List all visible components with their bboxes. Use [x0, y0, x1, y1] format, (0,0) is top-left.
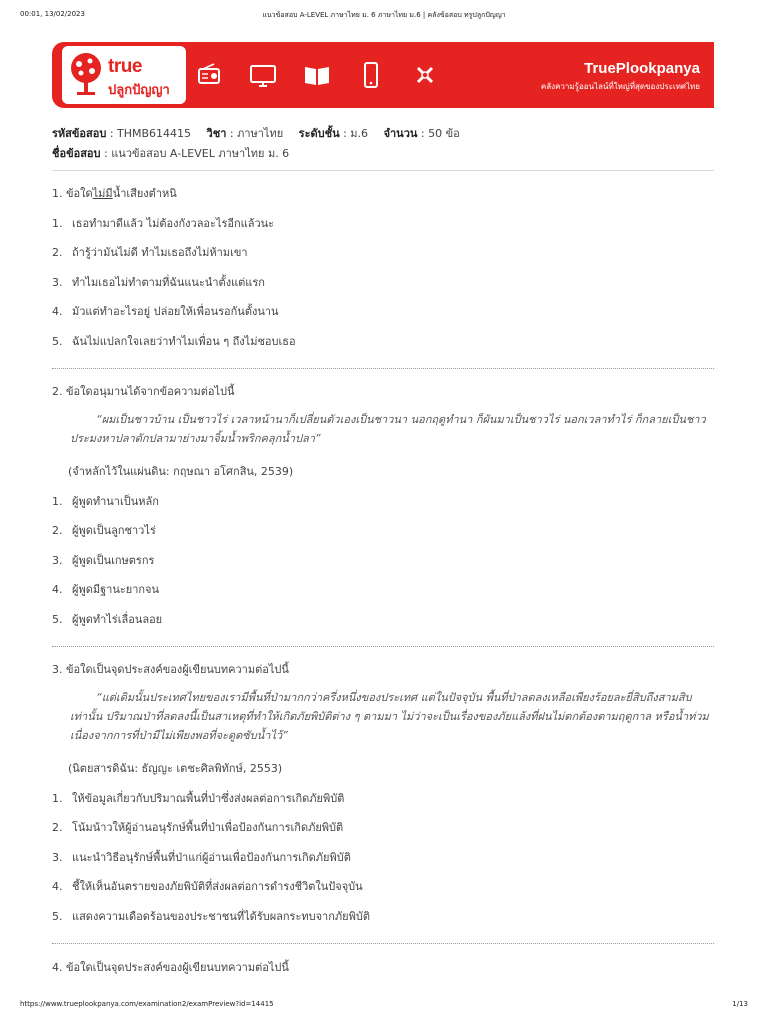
site-banner — [52, 42, 714, 108]
question-quote: “แต่เดิมนั้นประเทศไทยของเรามีพื้นที่ป่ามากกว่าครึ่งหนึ่งของประเทศ แต่ในปัจจุบัน พื้นที่ป่าลดลงเหลือเพียงร้อยละยี่สิบถึงสามสิบเท่านั้น ปริมาณป่าที่ลดลงนี้เป็นสาเหตุที่ทำให้เกิดภัยพิบัติต่าง ๆ ตามมา ไม่ว่าจะเป็นเรื่องของภัยแล้งที่ฝนไม่ตกต้องตามฤดูกาล หรือน้ำท่วมเนื่องจากการที่ป่ามีไม่เพียงพอที่จะดูดซับน้ำไว้” — [70, 691, 709, 742]
option-text: ผู้พูดทำนาเป็นหลัก — [72, 495, 159, 508]
answer-option[interactable] — [52, 214, 274, 232]
option-text: แสดงความเดือดร้อนของประชาชนที่ได้รับผลกระทบจากภัยพิบัติ — [72, 910, 370, 923]
print-header — [20, 10, 748, 24]
question-title-suffix: น้ำเสียงตำหนิ — [112, 187, 177, 200]
print-page-title: แนวข้อสอบ A-LEVEL ภาษาไทย ม. 6 ภาษาไทย ม.6 | คลังข้อสอบ ทรูปลูกปัญญา — [262, 11, 506, 19]
option-number: 1. — [52, 217, 63, 230]
book-icon[interactable] — [302, 60, 332, 90]
mobile-icon[interactable] — [356, 60, 386, 90]
answer-option[interactable] — [52, 521, 156, 539]
answer-option[interactable] — [52, 907, 370, 925]
question-source: (นิตยสารดิฉัน: ธัญญะ เตชะศิลพิทักษ์, 2553) — [68, 762, 283, 775]
print-footer — [20, 1000, 748, 1010]
brand-subtitle: คลังความรู้ออนไลน์ที่ใหญ่ที่สุดของประเทศไทย — [540, 82, 700, 91]
close-icon[interactable] — [410, 60, 440, 90]
option-text: ฉันไม่แปลกใจเลยว่าทำไมเพื่อน ๆ ถึงไม่ชอบเธอ — [72, 335, 296, 348]
tree-logo-icon — [68, 52, 104, 96]
question-separator — [52, 943, 714, 944]
exam-meta — [52, 124, 460, 164]
page-number: 1/13 — [732, 1000, 748, 1008]
option-text: มัวแต่ทำอะไรอยู่ ปล่อยให้เพื่อนรอกันตั้งนาน — [72, 305, 279, 318]
option-text: เธอทำมาดีแล้ว ไม่ต้องกังวลอะไรอีกแล้วนะ — [72, 217, 275, 230]
question-title: 2. ข้อใดอนุมานได้จากข้อความต่อไปนี้ — [52, 385, 235, 398]
question-source: (จำหลักไว้ในแผ่นดิน: กฤษณา อโศกสิน, 2539) — [68, 465, 294, 478]
answer-option[interactable] — [52, 492, 159, 510]
option-number: 2. — [52, 524, 63, 537]
brand-title[interactable]: TruePlookpanya — [584, 60, 700, 77]
page-url: https://www.trueplookpanya.com/examination2/examPreview?id=14415 — [20, 1000, 274, 1008]
question-title-prefix: 1. ข้อใด — [52, 187, 93, 200]
code-label: รหัสข้อสอบ — [52, 127, 107, 140]
option-text: ผู้พูดทำไร่เลื่อนลอย — [72, 613, 163, 626]
option-text: ผู้พูดมีฐานะยากจน — [72, 583, 160, 596]
level-label: ระดับชั้น — [298, 127, 340, 140]
name-label: ชื่อข้อสอบ — [52, 147, 101, 160]
site-logo[interactable] — [62, 46, 186, 104]
option-text: ทำไมเธอไม่ทำตามที่ฉันแนะนำตั้งแต่แรก — [72, 276, 265, 289]
option-number: 5. — [52, 910, 63, 923]
question-quote: “ผมเป็นชาวบ้าน เป็นชาวไร่ เวลาหน้านาก็เปลี่ยนตัวเองเป็นชาวนา นอกฤดูทำนา ก็ผันมาเป็นชาวไร่ นอกเวลาทำไร่ ก็กลายเป็นชาวประมงหาปลาดักปลามาย่างมาจิ้มน้ำพริกคลุกน้ำปลา” — [70, 413, 706, 445]
option-text: ผู้พูดเป็นลูกชาวไร่ — [72, 524, 156, 537]
answer-option[interactable] — [52, 243, 248, 261]
logo-word: true — [108, 56, 142, 77]
subject-value: : ภาษาไทย — [229, 127, 284, 140]
question-separator — [52, 646, 714, 647]
answer-option[interactable] — [52, 610, 162, 628]
answer-option[interactable] — [52, 877, 363, 895]
answer-option[interactable] — [52, 332, 296, 350]
option-number: 1. — [52, 792, 63, 805]
question-title: 4. ข้อใดเป็นจุดประสงค์ของผู้เขียนบทความต่อไปนี้ — [52, 961, 289, 974]
radio-icon[interactable] — [194, 60, 224, 90]
answer-option[interactable] — [52, 302, 279, 320]
question-separator — [52, 368, 714, 369]
option-text: ผู้พูดเป็นเกษตรกร — [72, 554, 155, 567]
option-number: 3. — [52, 851, 63, 864]
option-text: ให้ข้อมูลเกี่ยวกับปริมาณพื้นที่ป่าซึ่งส่งผลต่อการเกิดภัยพิบัติ — [72, 792, 345, 805]
logo-thai: ปลูกปัญญา — [108, 83, 170, 98]
option-number: 2. — [52, 821, 63, 834]
option-text: โน้มน้าวให้ผู้อ่านอนุรักษ์พื้นที่ป่าเพื่อป้องกันการเกิดภัยพิบัติ — [72, 821, 344, 834]
option-text: ชี้ให้เห็นอันตรายของภัยพิบัติที่ส่งผลต่อการดำรงชีวิตในปัจจุบัน — [72, 880, 363, 893]
print-timestamp: 00:01, 13/02/2023 — [20, 10, 85, 18]
option-number: 4. — [52, 880, 63, 893]
name-value: : แนวข้อสอบ A-LEVEL ภาษาไทย ม. 6 — [104, 147, 290, 160]
divider — [52, 170, 714, 171]
option-number: 3. — [52, 554, 63, 567]
count-label: จำนวน — [383, 127, 418, 140]
option-number: 2. — [52, 246, 63, 259]
count-value: : 50 ข้อ — [420, 127, 460, 140]
code-value: : THMB614415 — [109, 127, 192, 140]
option-number: 3. — [52, 276, 63, 289]
option-number: 4. — [52, 583, 63, 596]
option-number: 5. — [52, 335, 63, 348]
answer-option[interactable] — [52, 789, 344, 807]
answer-option[interactable] — [52, 848, 351, 866]
level-value: : ม.6 — [343, 127, 369, 140]
option-text: ถ้ารู้ว่ามันไม่ดี ทำไมเธอถึงไม่ห้ามเขา — [72, 246, 248, 259]
option-number: 4. — [52, 305, 63, 318]
answer-option[interactable] — [52, 580, 159, 598]
option-number: 1. — [52, 495, 63, 508]
question-title-emphasis: ไม่มี — [92, 187, 113, 200]
subject-label: วิชา — [206, 127, 227, 140]
answer-option[interactable] — [52, 273, 265, 291]
question-title — [52, 184, 177, 202]
answer-option[interactable] — [52, 551, 154, 569]
option-number: 5. — [52, 613, 63, 626]
tv-icon[interactable] — [248, 60, 278, 90]
brand-block — [541, 60, 700, 93]
question-title: 3. ข้อใดเป็นจุดประสงค์ของผู้เขียนบทความต่อไปนี้ — [52, 663, 289, 676]
answer-option[interactable] — [52, 818, 343, 836]
option-text: แนะนำวิธีอนุรักษ์พื้นที่ป่าแก่ผู้อ่านเพื่อป้องกันการเกิดภัยพิบัติ — [72, 851, 351, 864]
